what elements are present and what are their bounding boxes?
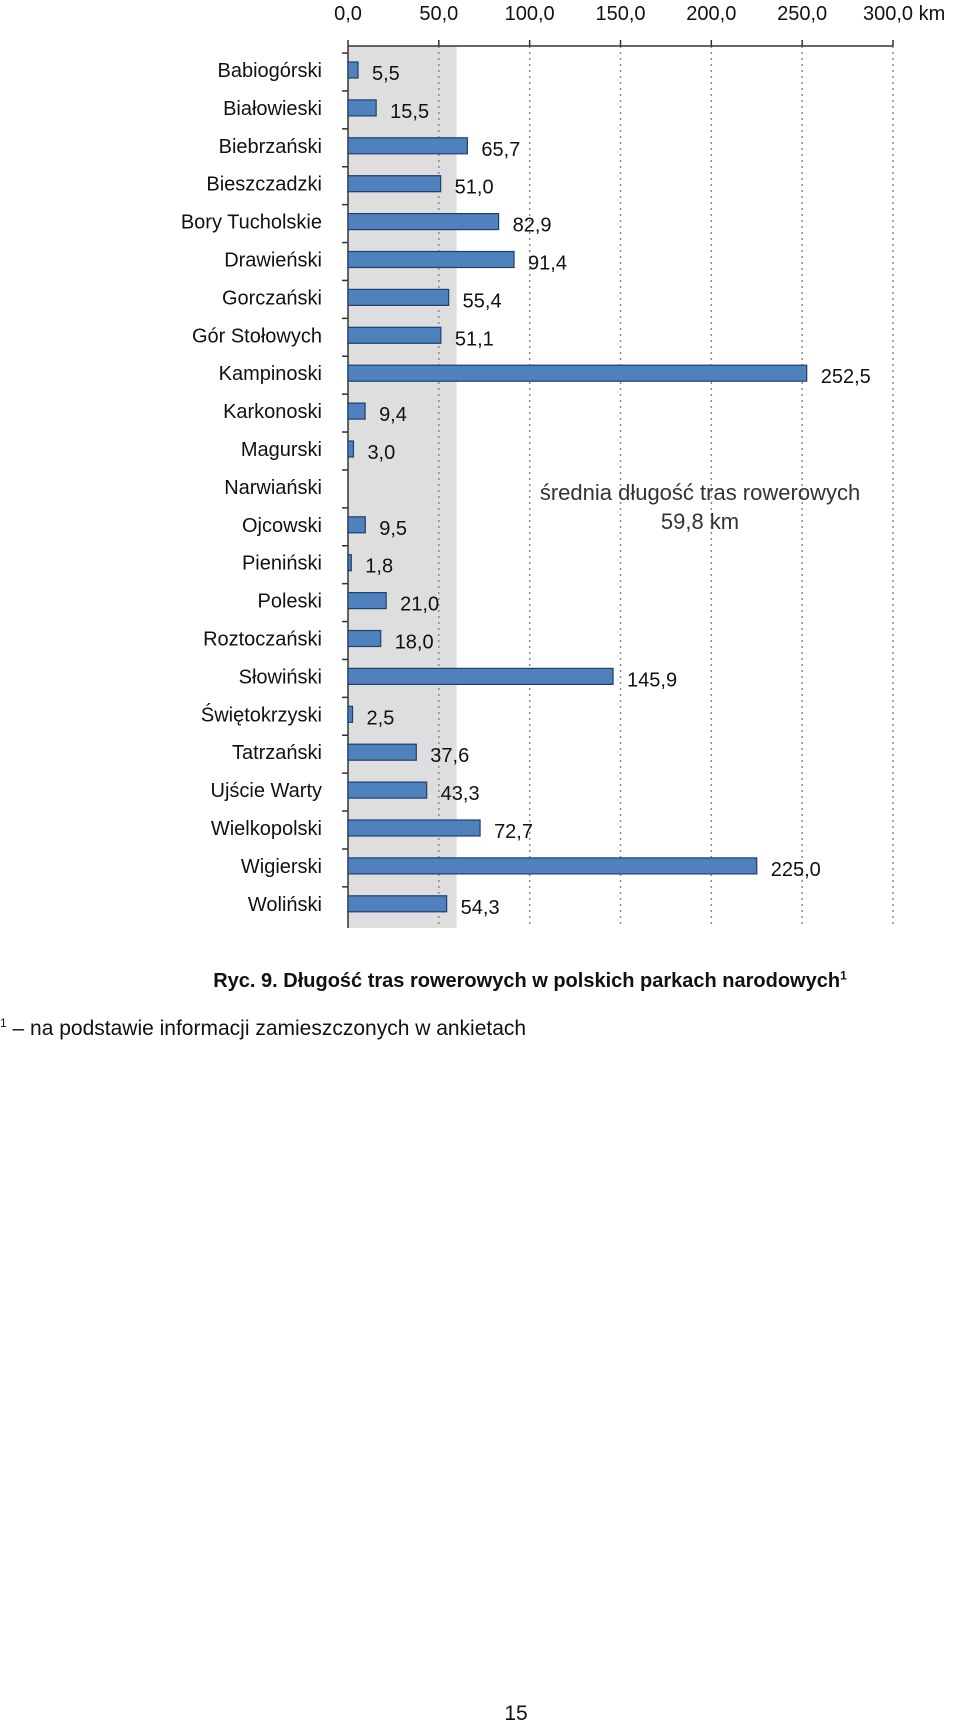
category-label: Słowiński bbox=[238, 666, 322, 689]
category-label: Pieniński bbox=[241, 552, 322, 575]
bar bbox=[348, 820, 480, 836]
caption-text: Ryc. 9. Długość tras rowerowych w polskich parkach narodowych bbox=[213, 969, 841, 992]
data-label: 54,3 bbox=[460, 896, 500, 919]
bar bbox=[348, 289, 449, 305]
data-label: 51,1 bbox=[454, 328, 494, 351]
figure-caption bbox=[0, 968, 960, 993]
category-label: Wigierski bbox=[240, 855, 322, 878]
bar bbox=[348, 176, 441, 192]
bar bbox=[348, 593, 386, 609]
category-label: Roztoczański bbox=[203, 628, 322, 651]
bar bbox=[348, 858, 757, 874]
bar bbox=[348, 327, 441, 343]
footnote-marker: 1 bbox=[0, 1016, 7, 1030]
category-label: Drawieński bbox=[224, 249, 322, 272]
bar bbox=[348, 441, 353, 457]
bar bbox=[348, 252, 514, 268]
category-label: Świętokrzyski bbox=[200, 704, 322, 727]
bar bbox=[348, 668, 613, 684]
data-label: 3,0 bbox=[367, 442, 396, 464]
mean-annotation-line2: 59,8 km bbox=[660, 509, 740, 534]
category-label: Woliński bbox=[247, 893, 322, 916]
bar bbox=[348, 555, 351, 571]
data-label: 82,9 bbox=[512, 214, 552, 237]
data-label: 43,3 bbox=[440, 783, 480, 806]
x-tick-label: 100,0 bbox=[504, 3, 555, 25]
x-tick-label: 300,0 km bbox=[863, 3, 946, 25]
data-label: 9,5 bbox=[379, 517, 408, 540]
bar bbox=[348, 214, 499, 230]
category-label: Białowieski bbox=[223, 97, 322, 120]
x-tick-label: 50,0 bbox=[419, 3, 459, 25]
category-label: Bieszczadzki bbox=[206, 173, 322, 196]
bar bbox=[348, 896, 447, 912]
x-tick-label: 150,0 bbox=[595, 3, 646, 25]
category-label: Babiogórski bbox=[217, 60, 322, 82]
data-label: 37,6 bbox=[430, 745, 470, 768]
data-label: 5,5 bbox=[371, 63, 400, 85]
data-label: 21,0 bbox=[400, 593, 440, 616]
category-label: Narwiański bbox=[224, 476, 322, 499]
bar bbox=[348, 631, 381, 647]
data-label: 2,5 bbox=[366, 707, 395, 730]
bar bbox=[348, 100, 376, 116]
mean-annotation-line1: średnia długość tras rowerowych bbox=[539, 480, 861, 505]
caption-footnote-marker: 1 bbox=[840, 968, 847, 982]
footnote-text: – na podstawie informacji zamieszczonych w ankietach bbox=[6, 1017, 527, 1040]
data-label: 15,5 bbox=[390, 100, 430, 123]
data-label: 9,4 bbox=[379, 404, 407, 427]
category-label: Biebrzański bbox=[218, 135, 322, 158]
category-label: Karkonoski bbox=[223, 401, 322, 424]
data-label: 225,0 bbox=[770, 858, 821, 881]
data-label: 145,9 bbox=[627, 669, 678, 692]
data-label: 55,4 bbox=[462, 290, 502, 313]
data-label: 91,4 bbox=[528, 252, 567, 275]
data-label: 252,5 bbox=[820, 366, 871, 389]
bar bbox=[348, 782, 427, 798]
bar bbox=[348, 403, 365, 419]
category-label: Tatrzański bbox=[231, 742, 322, 765]
footnote bbox=[0, 1016, 526, 1041]
category-label: Magurski bbox=[240, 439, 322, 461]
bar bbox=[348, 62, 358, 78]
category-label: Poleski bbox=[257, 590, 322, 613]
data-label: 51,0 bbox=[454, 176, 494, 199]
bar bbox=[348, 706, 353, 722]
category-label: Kampinoski bbox=[218, 363, 322, 386]
data-label: 72,7 bbox=[494, 821, 534, 843]
data-label: 1,8 bbox=[365, 555, 394, 578]
bar bbox=[348, 365, 807, 381]
bar bbox=[348, 517, 365, 533]
category-label: Wielkopolski bbox=[210, 818, 322, 840]
category-label: Gór Stołowych bbox=[191, 325, 322, 348]
x-tick-label: 250,0 bbox=[777, 3, 828, 25]
bar bbox=[348, 744, 416, 760]
category-label: Ojcowski bbox=[241, 514, 322, 537]
category-label: Bory Tucholskie bbox=[180, 211, 322, 234]
data-label: 18,0 bbox=[394, 631, 434, 654]
x-tick-label: 200,0 bbox=[686, 3, 737, 25]
category-label: Ujście Warty bbox=[210, 780, 322, 803]
category-label: Gorczański bbox=[221, 287, 322, 310]
page-number: 15 bbox=[504, 1702, 528, 1725]
bar bbox=[348, 138, 467, 154]
x-tick-label: 0,0 bbox=[334, 3, 362, 25]
data-label: 65,7 bbox=[481, 138, 521, 161]
